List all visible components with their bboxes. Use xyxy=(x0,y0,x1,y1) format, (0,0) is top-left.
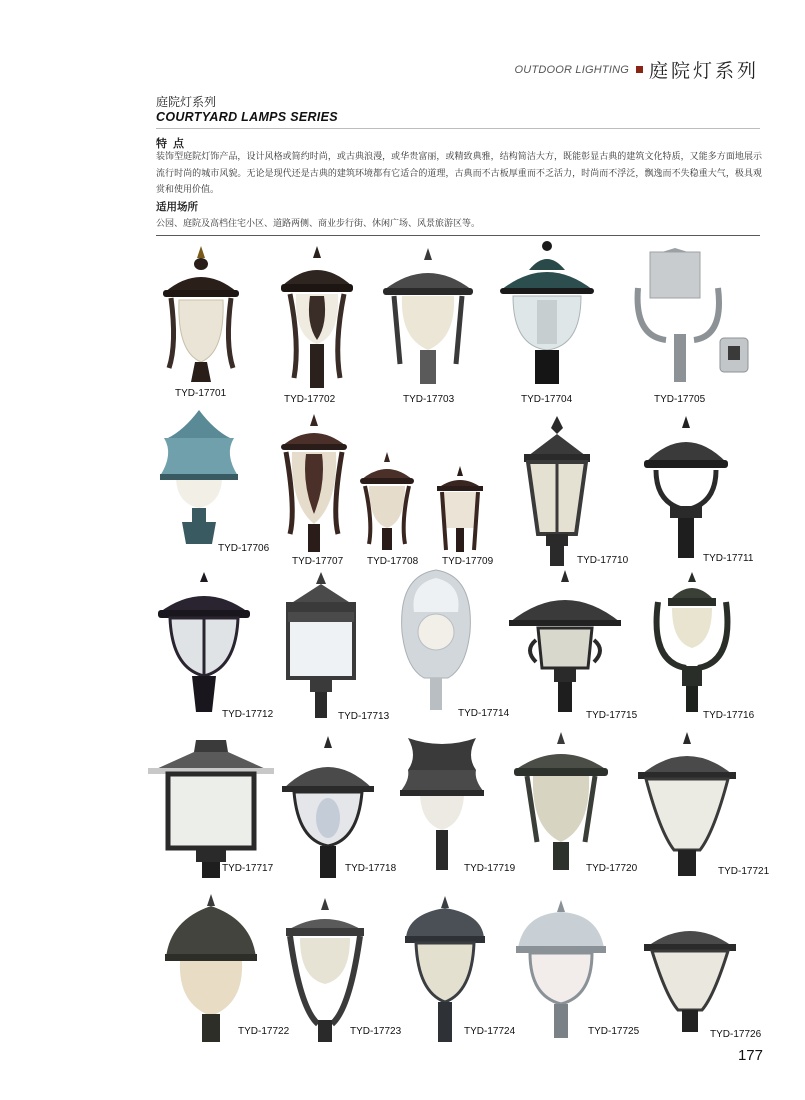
lamp-image xyxy=(276,244,358,390)
lamp-image xyxy=(155,244,247,384)
product-code: TYD-17708 xyxy=(367,556,419,567)
application-text: 公园、庭院及高档住宅小区、道路两侧、商业步行街、休闲广场、风景旅游区等。 xyxy=(156,219,481,229)
product-code: TYD-17714 xyxy=(458,708,510,719)
product-code: TYD-17717 xyxy=(222,863,274,874)
lamp-image xyxy=(164,894,258,1044)
header-square-icon xyxy=(636,66,643,73)
product-code: TYD-17703 xyxy=(403,394,455,405)
divider xyxy=(156,235,760,236)
product-code: TYD-17720 xyxy=(586,863,638,874)
application-heading: 适用场所 xyxy=(156,201,198,213)
lamp-image xyxy=(357,452,417,552)
lamp-image xyxy=(156,410,242,546)
lamp-image xyxy=(640,916,740,1034)
product-code: TYD-17715 xyxy=(586,710,638,721)
lamp-image xyxy=(632,248,752,384)
product-code: TYD-17713 xyxy=(338,711,390,722)
lamp-image xyxy=(514,900,608,1040)
product-code: TYD-17718 xyxy=(345,863,397,874)
product-code: TYD-17705 xyxy=(654,394,706,405)
product-code: TYD-17724 xyxy=(464,1026,516,1037)
lamp-image xyxy=(144,732,278,878)
product-code: TYD-17712 xyxy=(222,709,274,720)
product-code: TYD-17716 xyxy=(703,710,755,721)
product-code: TYD-17701 xyxy=(175,388,227,399)
lamp-image xyxy=(156,572,252,714)
lamp-image xyxy=(499,240,595,386)
section-title-cn: 庭院灯系列 xyxy=(156,95,217,109)
product-code: TYD-17711 xyxy=(703,553,754,564)
product-code: TYD-17707 xyxy=(292,556,344,567)
lamp-image xyxy=(434,466,486,554)
features-text: 装饰型庭院灯饰产品，设计风格或简约时尚，或古典浪漫，或华贵富丽，或精致典雅，结构简洁大方，既能彰显古典的建筑文化特质，又能多方面地展示流行时尚的城市风貌。无论是现代还是古典的建筑环境都有它适合的道理，古典而不古板厚重而不乏活力，时尚而不浮泛，飘逸而不失稳重大气，极具观赏和使用价值。 xyxy=(156,152,762,195)
product-code: TYD-17722 xyxy=(238,1026,290,1037)
lamp-image xyxy=(514,416,600,566)
lamp-image xyxy=(380,246,476,386)
lamp-image xyxy=(404,896,486,1044)
lamp-image xyxy=(640,416,732,560)
page-number: 177 xyxy=(737,1047,763,1064)
lamp-image xyxy=(396,568,476,712)
lamp-image xyxy=(634,732,740,878)
product-code: TYD-17721 xyxy=(718,866,770,877)
lamp-image xyxy=(276,414,352,554)
header-chinese: 庭院灯系列 xyxy=(648,60,759,82)
product-code: TYD-17726 xyxy=(710,1029,762,1040)
product-code: TYD-17719 xyxy=(464,863,516,874)
product-code: TYD-17704 xyxy=(521,394,573,405)
product-code: TYD-17725 xyxy=(588,1026,640,1037)
lamp-image xyxy=(398,736,486,872)
section-title-en: COURTYARD LAMPS SERIES xyxy=(156,110,338,124)
lamp-image xyxy=(648,572,736,714)
lamp-image xyxy=(508,570,622,714)
product-code: TYD-17706 xyxy=(218,543,270,554)
lamp-image xyxy=(282,572,360,720)
header-english: OUTDOOR LIGHTING xyxy=(514,63,629,76)
product-code: TYD-17710 xyxy=(577,555,629,566)
divider xyxy=(156,128,760,129)
product-code: TYD-17709 xyxy=(442,556,494,567)
product-code: TYD-17702 xyxy=(284,394,336,405)
product-code: TYD-17723 xyxy=(350,1026,402,1037)
features-heading: 特点 xyxy=(156,137,190,150)
lamp-image xyxy=(513,732,609,872)
page-header xyxy=(515,56,759,83)
lamp-image xyxy=(280,736,376,880)
lamp-image xyxy=(282,898,368,1044)
